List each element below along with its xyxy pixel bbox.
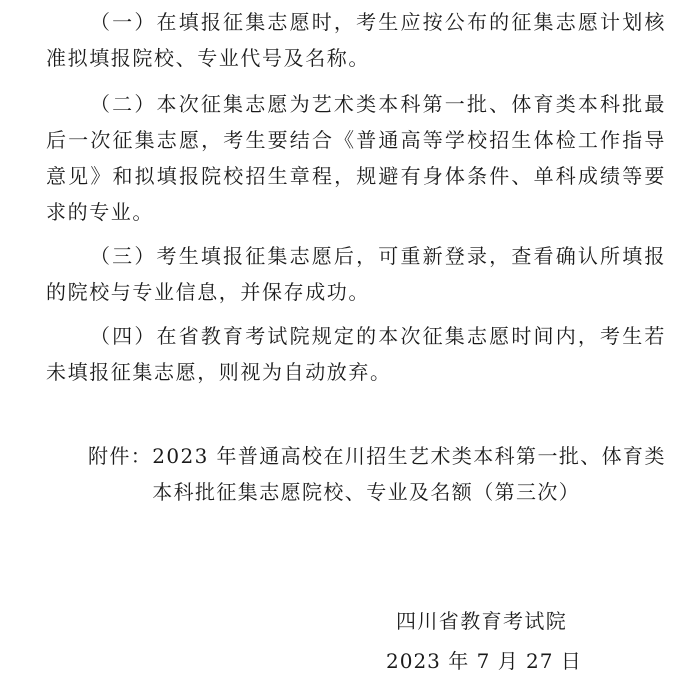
paragraph-3: （三）考生填报征集志愿后，可重新登录，查看确认所填报的院校与专业信息，并保存成功。 [46,244,666,304]
paragraph-2: （二）本次征集志愿为艺术类本科第一批、体育类本科批最后一次征集志愿，考生要结合《普通高等学校招生体检工作指导意见》和拟填报院校招生章程，规避有身体条件、单科成绩等要求的专业。 [46,92,666,224]
signature-date: 2023 年 7 月 27 日 [386,649,582,673]
attachment-label: 附件： [88,444,153,468]
paragraph-4: （四）在省教育考试院规定的本次征集志愿时间内，考生若未填报征集志愿，则视为自动放弃。 [46,324,666,384]
signature-organization: 四川省教育考试院 [396,609,568,633]
attachment-note [88,438,668,510]
attachment-title: 2023 年普通高校在川招生艺术类本科第一批、体育类本科批征集志愿院校、专业及名额（第三次） [152,444,666,504]
paragraph-1: （一）在填报征集志愿时，考生应按公布的征集志愿计划核准拟填报院校、专业代号及名称。 [46,10,666,70]
